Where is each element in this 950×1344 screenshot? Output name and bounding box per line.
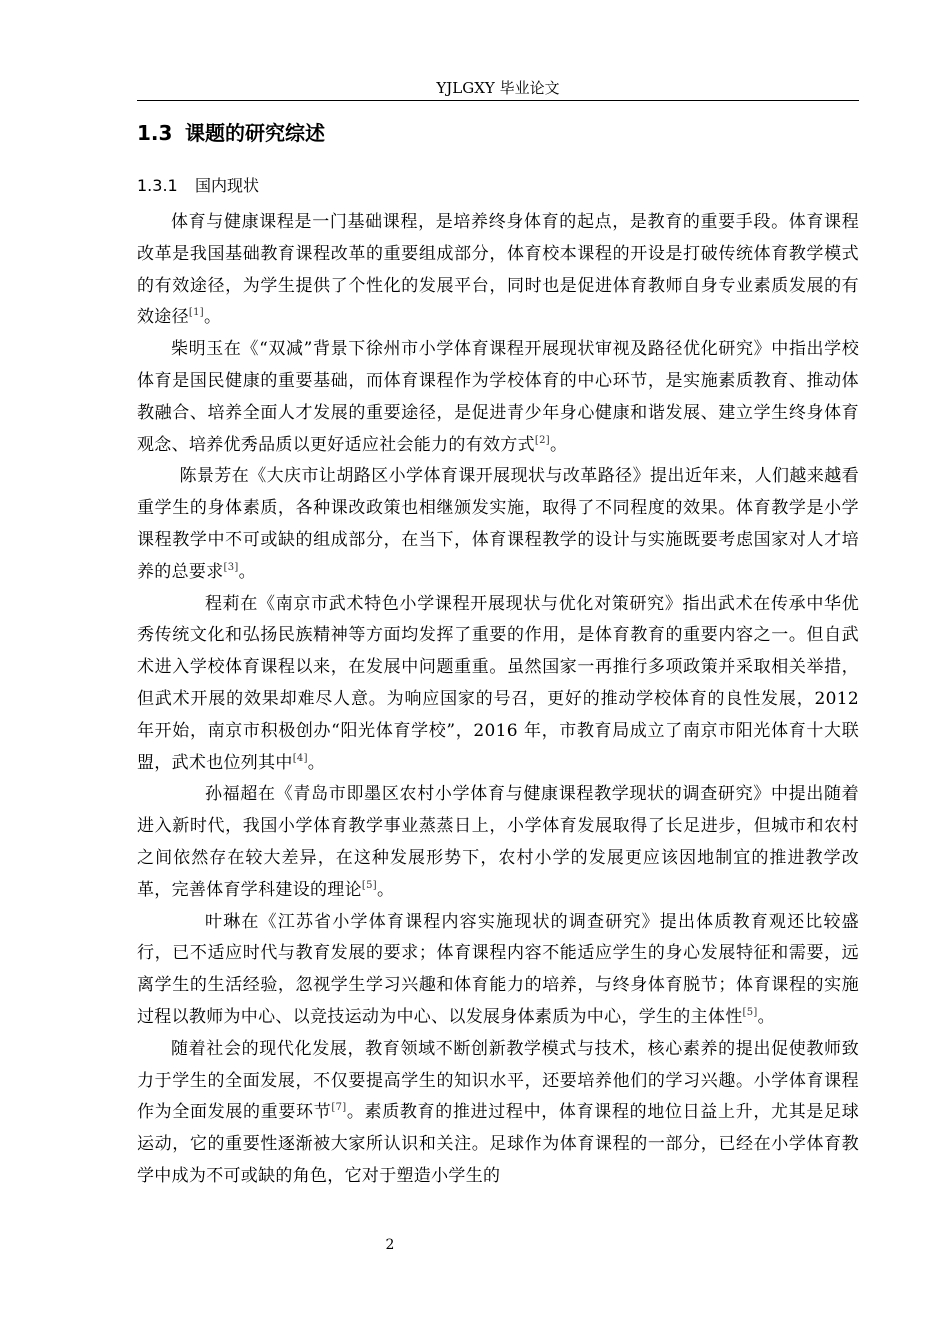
subsection-number: 1.3.1 (137, 176, 178, 195)
body-text (137, 207, 859, 1193)
paragraph-end: 。 (757, 1006, 775, 1027)
section-title: 课题的研究综述 (185, 121, 325, 145)
paragraph (137, 334, 859, 461)
paragraph (137, 1034, 859, 1193)
subsection-heading (137, 175, 259, 197)
paragraph-end: 。 (549, 434, 568, 455)
paragraph (137, 207, 859, 334)
citation-ref: [3] (223, 561, 239, 573)
paragraph-end: 。 (307, 752, 326, 773)
citation-ref: [5] (361, 879, 377, 891)
paragraph-end: 。 (238, 561, 256, 582)
paragraph-text: 孙福超在《青岛市即墨区农村小学体育与健康课程教学现状的调查研究》中提出随着进入新时代，我国小学体育教学事业蒸蒸日上，小学体育发展取得了长足进步，但城市和农村之间依然存在较大差异，在这种发展形势下，农村小学的发展更应该因地制宜的推进教学改革，完善体育学科建设的理论 (137, 784, 859, 900)
citation-ref: [4] (292, 752, 308, 764)
paragraph (137, 779, 859, 906)
paragraph (137, 461, 859, 588)
page-number: 2 (385, 1237, 395, 1253)
section-number: 1.3 (137, 121, 173, 145)
paragraph-text: 陈景芳在《大庆市让胡路区小学体育课开展现状与改革路径》提出近年来，人们越来越看重学生的身体素质，各种课改政策也相继颁发实施，取得了不同程度的效果。体育教学是小学课程教学中不可或缺的组成部分，在当下，体育课程教学的设计与实施既要考虑国家对人才培养的总要求 (137, 466, 859, 582)
paragraph-text: 叶琳在《江苏省小学体育课程内容实施现状的调查研究》提出体质教育观还比较盛行，已不适应时代与教育发展的要求；体育课程内容不能适应学生的身心发展特征和需要，远离学生的生活经验，忽视学生学习兴趣和体育能力的培养，与终身体育脱节；体育课程的实施过程以教师为中心、以竞技运动为中心、以发展身体素质为中心，学生的主体性 (137, 911, 859, 1027)
paragraph-text: 随着社会的现代化发展，教育领域不断创新教学模式与技术，核心素养的提出促使教师致力于学生的全面发展，不仅要提高学生的知识水平，还要培养他们的学习兴趣。小学体育课程作为全面发展的重要环节 (137, 1038, 859, 1123)
paragraph-end: 。 (376, 879, 395, 900)
paragraph (137, 907, 859, 1034)
paragraph (137, 589, 859, 780)
section-heading (137, 120, 325, 146)
citation-ref: [7] (331, 1102, 347, 1114)
paragraph-text: 体育与健康课程是一门基础课程，是培养终身体育的起点，是教育的重要手段。体育课程改革是我国基础教育课程改革的重要组成部分，体育校本课程的开设是打破传统体育教学模式的有效途径，为学生提供了个性化的发展平台，同时也是促进体育教师自身专业素质发展的有效途径 (137, 212, 859, 328)
citation-ref: [1] (188, 307, 204, 319)
paragraph-end: 。素质教育的推进过程中，体育课程的地位日益上升，尤其是足球运动，它的重要性逐渐被大家所认识和关注。足球作为体育课程的一部分，已经在小学体育教学中成为不可或缺的角色，它对于塑造小学生的 (137, 1102, 859, 1186)
paragraph-end: 。 (203, 307, 222, 328)
header-divider (137, 100, 859, 101)
paragraph-text: 柴明玉在《“双减”背景下徐州市小学体育课程开展现状审视及路径优化研究》中指出学校体育是国民健康的重要基础，而体育课程作为学校体育的中心环节，是实施素质教育、推动体教融合、培养全面人才发展的重要途径，是促进青少年身心健康和谐发展、建立学生终身体育观念、培养优秀品质以更好适应社会能力的有效方式 (137, 339, 859, 455)
citation-ref: [2] (534, 434, 550, 446)
paragraph-text: 程莉在《南京市武术特色小学课程开展现状与优化对策研究》指出武术在传承中华优秀传统文化和弘扬民族精神等方面均发挥了重要的作用，是体育教育的重要内容之一。但自武术进入学校体育课程以来，在发展中问题重重。虽然国家一再推行多项政策并采取相关举措，但武术开展的效果却难尽人意。为响应国家的号召，更好的推动学校体育的良性发展，2012 年开始，南京市积极创办“阳光体育学校”，2016 年，市教育局成立了南京市阳光体育十大联盟，武术也位列其中 (137, 593, 859, 773)
subsection-title: 国内现状 (195, 176, 260, 195)
citation-ref: [5] (742, 1006, 758, 1018)
page-header-title: YJLGXY 毕业论文 (436, 79, 560, 97)
